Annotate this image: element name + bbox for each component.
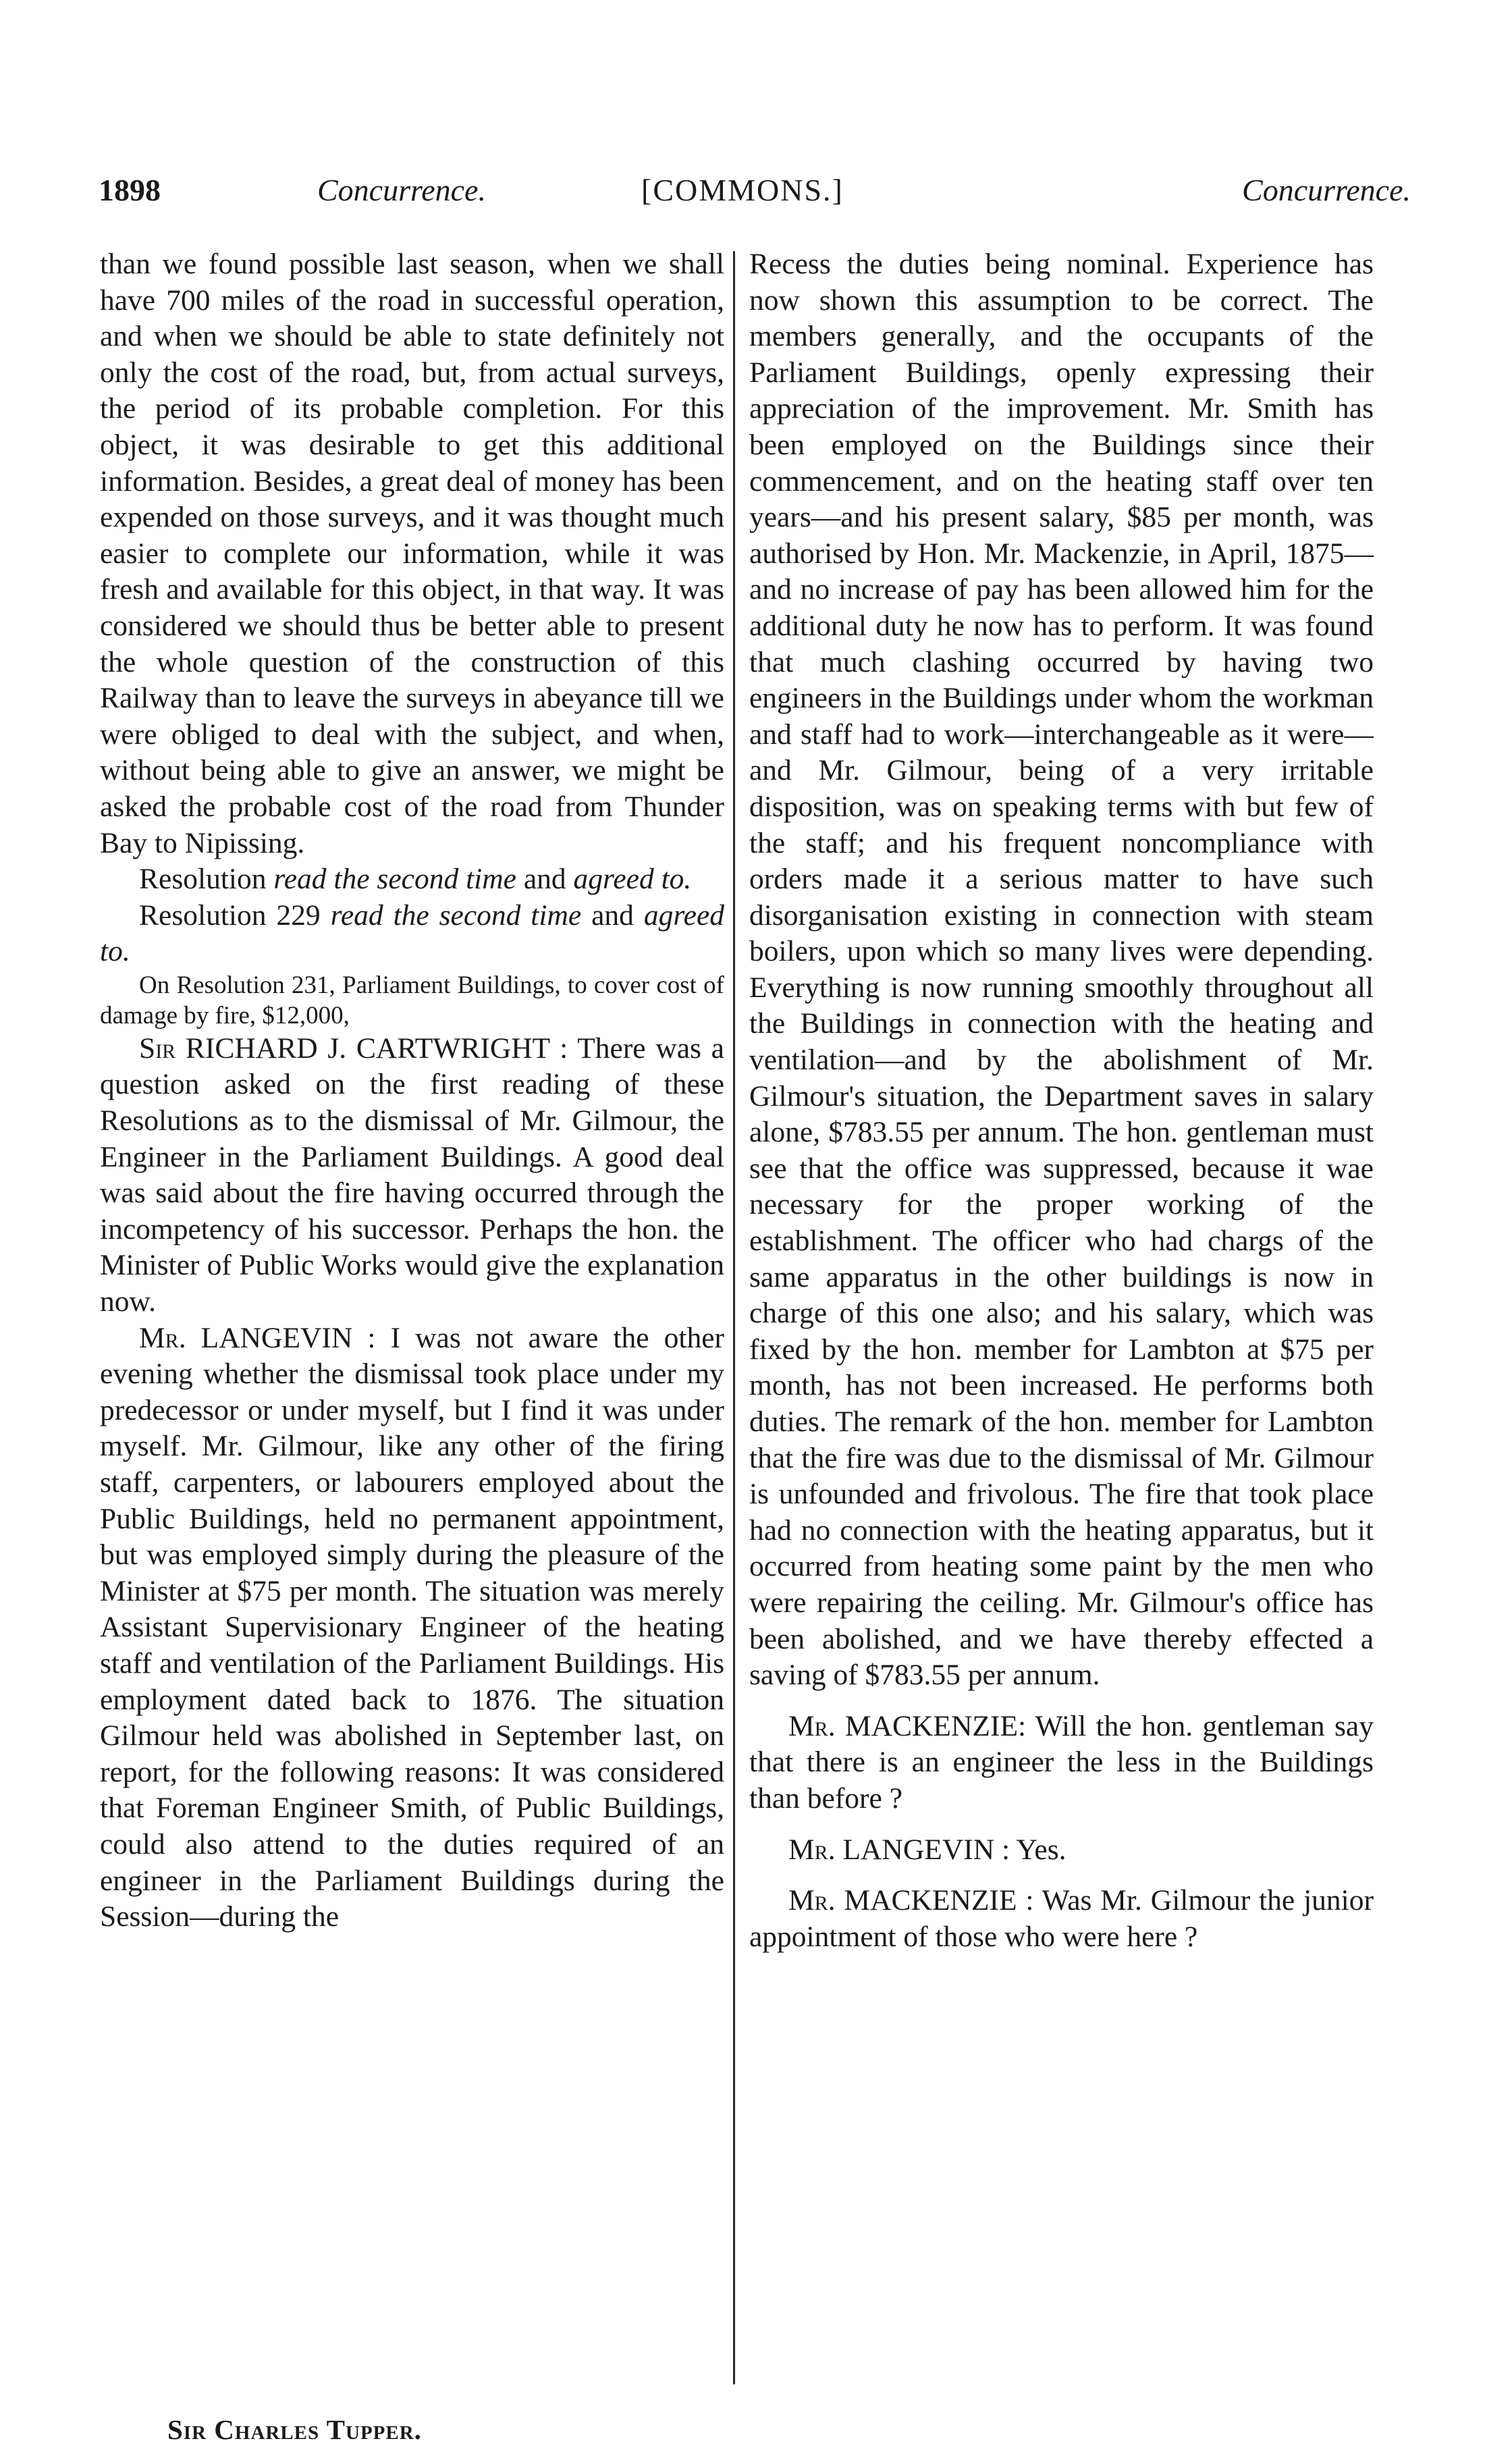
paragraph-langevin-continued: Recess the duties being nominal. Experience has now shown this assumption to be correct. The members generally, and the occupants of the Parliament Buildings, openly expressing their appreciation of the improvement. Mr. Smith has been employed on the Buildings since their commencement, and on the heating staff over ten years—and his present salary, $85 per month, was authorised by Hon. Mr. Mackenzie, in April, 1875—and no increase of pay has been allowed him for the additional duty he now has to perform. It was found that much clashing occurred by having two engineers in the Buildings under whom the workman and staff had to work—interchangeable as it were—and Mr. Gilmour, being of a very irritable disposition, was on speaking terms with but few of the staff; and his frequent noncompliance with orders made it a serious matter to have such disorganisation existing in connection with steam boilers, upon which so many lives were depending. Everything is now running smoothly throughout all the Buildings in connection with the heating and ventilation—and by the abolishment of Mr. Gilmour's situation, the Department saves in salary alone, $783.55 per annum. The hon. gentleman must see that the office was suppressed, because it wae necessary for the proper working of the establishment. The officer who had chargs of the same apparatus in the other buildings is now in charge of this one also; and his salary, which was fixed by the hon. member for Lambton at $75 per month, has not been increased. He performs both duties. The remark of the hon. member for Lambton that the fire was due to the dismissal of Mr. Gilmour is unfounded and frivolous. The fire that took place had no connection with the heating apparatus, but it occurred from heating some paint by the men who were repairing the ceiling. Mr. Gilmour's office has been abolished, and we have thereby effected a saving of $783.55 per annum. [749,248,1374,1692]
running-header [94,172,1411,219]
running-title-right: Concurrence. [1242,173,1411,207]
speaker-name: Mr. LANGEVIN : [788,1833,1010,1866]
speaker-name: Mr. LANGEVIN : [139,1321,376,1354]
speaker-name: Mr. MACKENZIE : [788,1884,1034,1917]
chamber-title: [COMMONS.] [641,173,844,207]
running-title-left: Concurrence. [317,173,486,207]
speech-cartwright: Sir RICHARD J. CARTWRIGHT : There was a question asked on the first reading of these Resolutions as to the dismissal of Mr. Gilmour, the Engineer in the Parliament Buildings. A good deal was said about the fire having occurred through the incompetency of his successor. Perhaps the hon. the Minister of Public Works would give the explanation now. [100,1032,724,1318]
page-number: 1898 [99,173,161,207]
paragraph-resolution-231: On Resolution 231, Parliament Buildings, to cover cost of damage by fire, $12,000, [100,971,724,1029]
paragraph-resolution-second-reading: Resolution read the second time and agreed to. [139,863,692,896]
speech-mackenzie-question: Mr. MACKENZIE: Will the hon. gentleman say that there is an engineer the less in the Buildings than before ? [749,1709,1374,1815]
column-divider [733,251,735,2384]
right-column [749,246,1374,1955]
speech-langevin: Mr. LANGEVIN : I was not aware the other evening whether the dismissal took place under my predecessor or under myself, but I find it was under myself. Mr. Gilmour, like any other of the firing staff, carpenters, or labourers employed about the Public Buildings, held no permanent appointment, but was employed simply during the pleasure of the Minister at $75 per month. The situation was merely Assistant Supervisionary Engineer of the heating staff and ventilation of the Parliament Buildings. His employment dated back to 1876. The situation Gilmour held was abolished in September last, on report, for the following reasons: It was considered that Foreman Engineer Smith, of Public Buildings, could also attend to the duties required of an engineer in the Parliament Buildings during the Session—during the [100,1321,724,1933]
speaker-name: Mr. MACKENZIE: [788,1709,1027,1742]
speech-mackenzie-followup: Mr. MACKENZIE : Was Mr. Gilmour the junior appointment of those who were here ? [749,1884,1374,1953]
left-column [100,246,724,1935]
paragraph-resolution-229: Resolution 229 read the second time and agreed to. [100,899,725,968]
paragraph-railway-surveys: than we found possible last season, when we shall have 700 miles of the road in successful operation, and when we should be able to state definitely not only the cost of the road, but, from actual surveys, the period of its probable completion. For this object, it was desirable to get this additional information. Besides, a great deal of money has been expended on those surveys, and it was thought much easier to complete our information, while it was fresh and available for this object, in that way. It was considered we should thus be better able to present the whole question of the construction of this Railway than to leave the surveys in abeyance till we were obliged to deal with the subject, and when, without being able to give an answer, we might be asked the probable cost of the road from Thunder Bay to Nipissing. [100,248,724,859]
speaker-name: Sir RICHARD J. CARTWRIGHT : [139,1032,568,1065]
speech-langevin-reply: Mr. LANGEVIN : Yes. [788,1833,1066,1866]
catchword: Sir Charles Tupper. [167,2414,422,2445]
